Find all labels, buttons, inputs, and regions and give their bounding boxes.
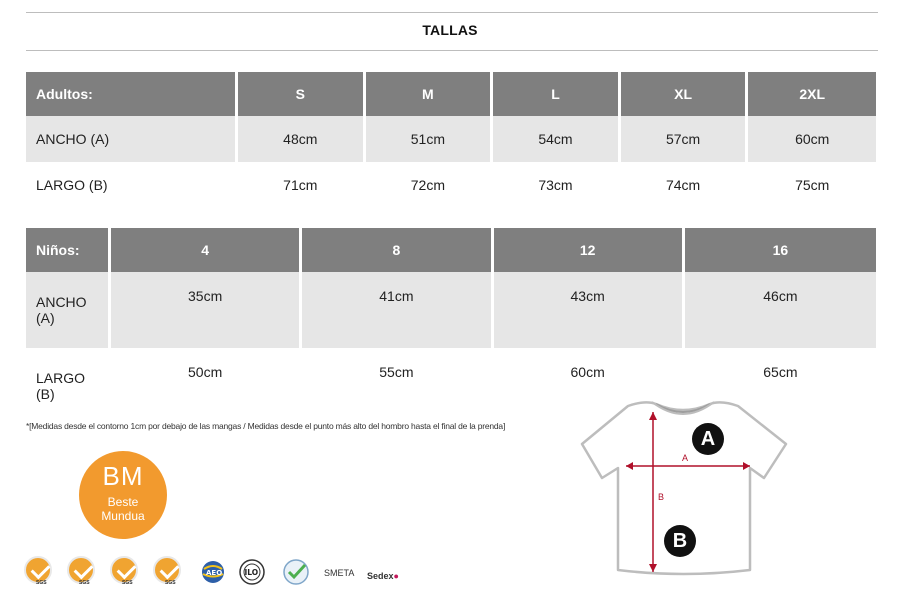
sedex-logo xyxy=(367,566,399,584)
size-header: 4 xyxy=(111,228,302,272)
measure-cell: 72cm xyxy=(366,162,494,208)
row-label: ANCHO (A) xyxy=(26,116,238,162)
table-header-row xyxy=(26,72,876,116)
row-label-line: (B) xyxy=(36,386,55,402)
title-rule xyxy=(26,50,878,51)
badge-a: A xyxy=(692,423,724,455)
row-label-line: ANCHO xyxy=(36,294,87,310)
measurement-footnote: *[Medidas desde el contorno 1cm por debajo de las mangas / Medidas desde el punto más alto del hombro hasta el final de la prenda] xyxy=(26,421,506,431)
logo-name-line: Mundua xyxy=(101,509,145,523)
svg-text:AEO: AEO xyxy=(206,569,223,577)
adult-size-table xyxy=(26,72,876,208)
table-row xyxy=(26,162,876,208)
size-header: M xyxy=(366,72,494,116)
top-rule xyxy=(26,12,878,13)
measure-cell: 75cm xyxy=(795,177,830,193)
measure-cell: 51cm xyxy=(366,116,494,162)
table-row xyxy=(26,272,876,348)
tshirt-measure-diagram xyxy=(580,396,790,586)
size-header: 8 xyxy=(302,228,493,272)
measure-cell: 55cm xyxy=(302,348,493,424)
measure-cell: 60cm xyxy=(494,348,685,424)
logo-monogram: BM xyxy=(102,461,144,491)
size-header: S xyxy=(238,72,366,116)
measure-cell: 65cm xyxy=(763,364,798,380)
svg-text:ILO: ILO xyxy=(244,568,259,577)
sedex-mark-icon: ● xyxy=(393,571,399,581)
measure-cell: 73cm xyxy=(493,162,621,208)
measure-cell: 74cm xyxy=(621,162,749,208)
smeta-logo: SMETA xyxy=(324,568,355,578)
kids-header-label: Niños: xyxy=(26,228,111,272)
row-label-line: LARGO xyxy=(36,370,86,386)
ilo-emblem-icon xyxy=(238,558,266,591)
measure-cell: 50cm xyxy=(111,348,302,424)
row-label: LARGO (B) xyxy=(26,162,238,208)
sgs-cert-icon: SGS xyxy=(67,556,95,584)
logo-name-line: Beste xyxy=(107,495,139,509)
svg-text:B: B xyxy=(658,492,665,502)
size-header: L xyxy=(493,72,621,116)
size-header: 12 xyxy=(494,228,685,272)
size-header: XL xyxy=(621,72,749,116)
badge-b: B xyxy=(664,525,696,557)
sgs-cert-icon: SGS xyxy=(110,556,138,584)
measure-cell: 35cm xyxy=(111,272,302,348)
measure-cell: 71cm xyxy=(238,162,366,208)
measure-cell: 60cm xyxy=(748,116,876,162)
measure-cell: 54cm xyxy=(493,116,621,162)
adults-header-label: Adultos: xyxy=(26,72,238,116)
row-label xyxy=(26,348,111,424)
kids-size-table xyxy=(26,228,876,424)
measure-cell: 57cm xyxy=(621,116,749,162)
page-title: TALLAS xyxy=(422,22,478,38)
sedex-label: Sedex xyxy=(367,571,394,581)
measure-cell: 48cm xyxy=(238,116,366,162)
table-row xyxy=(26,116,876,162)
row-label-line: (A) xyxy=(36,310,55,326)
size-header: 16 xyxy=(685,228,876,272)
bsci-check-icon xyxy=(282,558,312,591)
measure-cell: 46cm xyxy=(685,272,876,348)
sgs-cert-icon: SGS xyxy=(153,556,181,584)
beste-mundua-logo xyxy=(79,451,167,539)
svg-text:A: A xyxy=(682,453,689,463)
sgs-cert-icon: SGS xyxy=(24,556,52,584)
table-header-row xyxy=(26,228,876,272)
aeo-globe-icon xyxy=(200,559,228,590)
measure-cell: 41cm xyxy=(302,272,493,348)
size-header: 2XL xyxy=(748,72,876,116)
measure-cell: 43cm xyxy=(494,272,685,348)
row-label xyxy=(26,272,111,348)
